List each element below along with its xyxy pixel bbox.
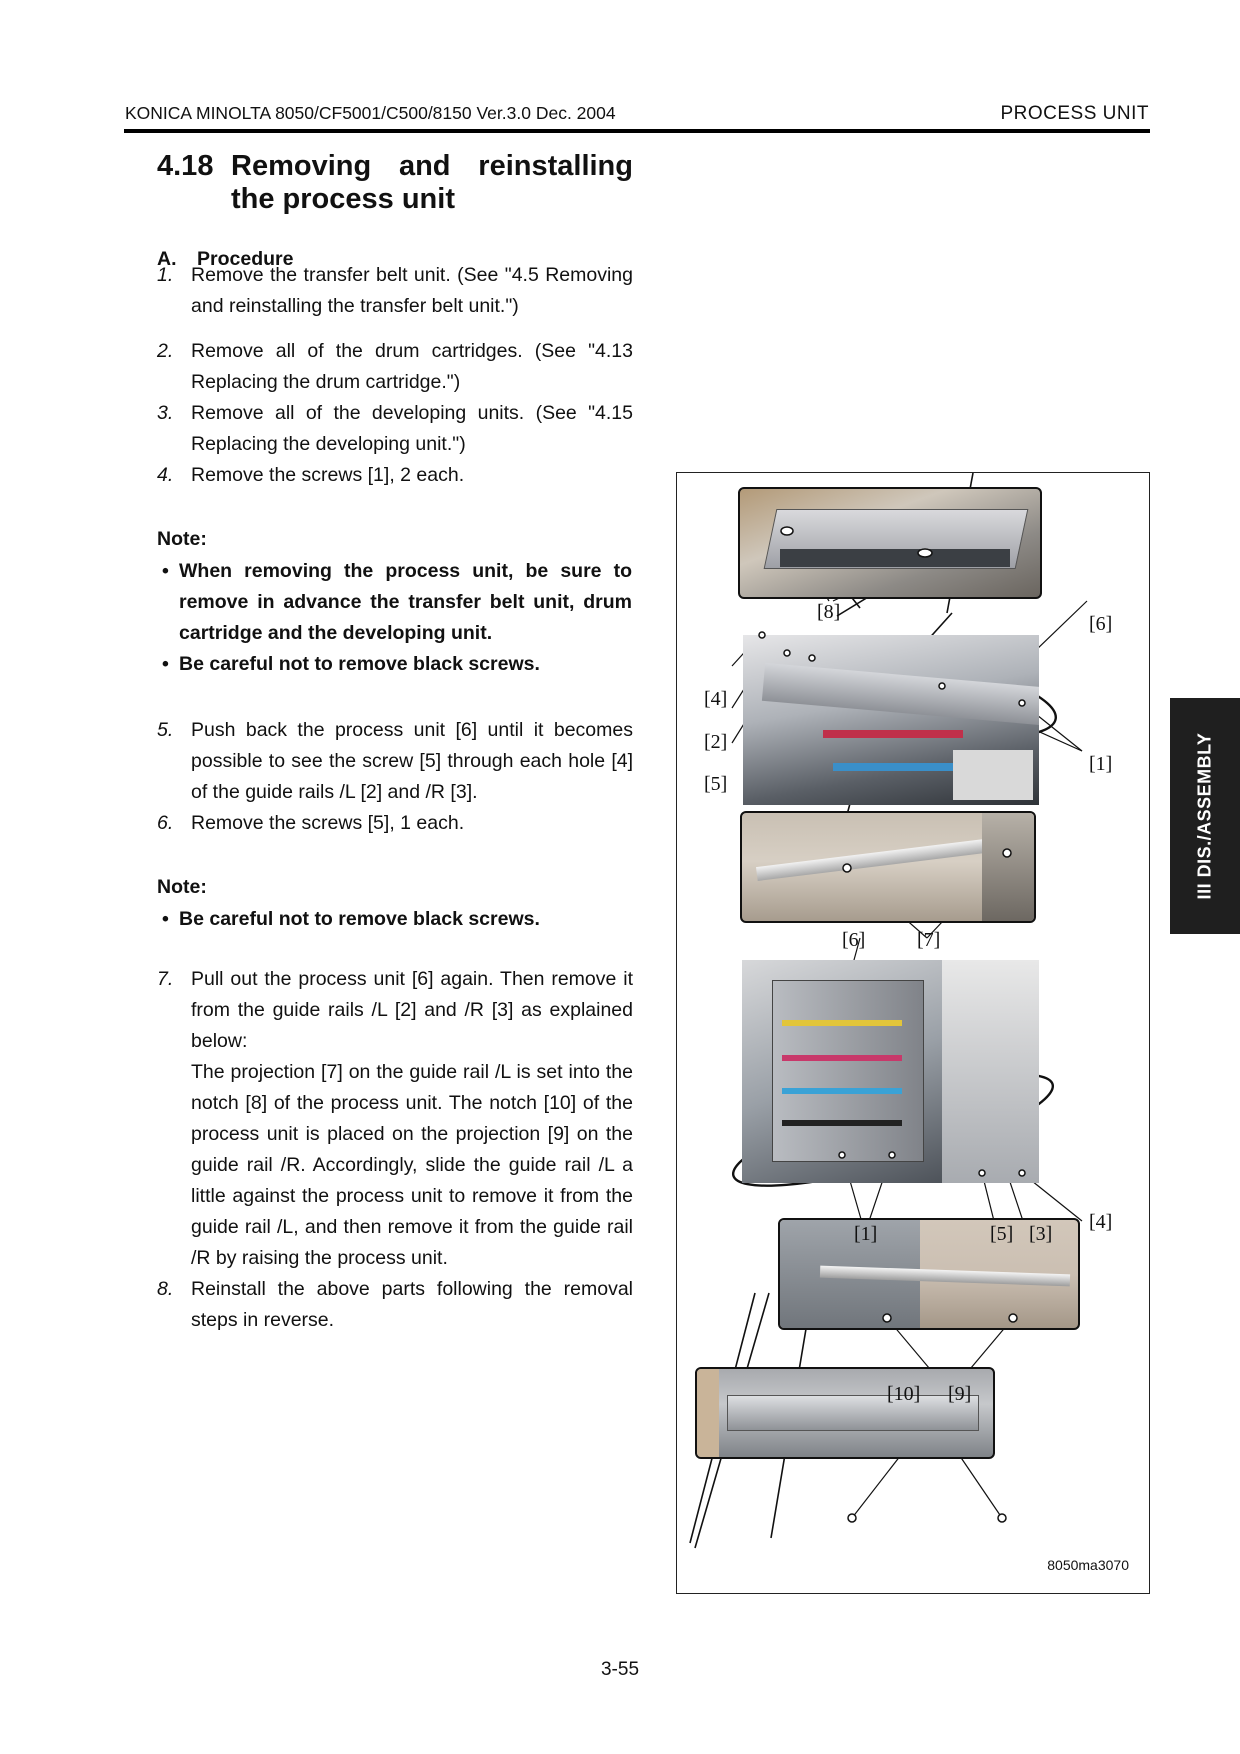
note-heading-1: Note: <box>157 528 207 550</box>
note-heading-2: Note: <box>157 876 207 898</box>
callout-5-bottom: [5] <box>990 1223 1014 1245</box>
header-right: PROCESS UNIT <box>1000 103 1149 124</box>
callout-4-bottom: [4] <box>1089 1211 1113 1233</box>
callout-1-bottom: [1] <box>854 1223 878 1245</box>
step-8: 8. Reinstall the above parts following the removal steps in reverse. <box>157 1278 633 1331</box>
step-1: 1. Remove the transfer belt unit. (See "4.5 Removing and reinstalling the transfer belt unit.") <box>157 264 633 317</box>
procedure-heading: A. Procedure <box>157 248 294 270</box>
callout-6-top: [6] <box>1089 613 1113 635</box>
header-rule <box>124 129 1150 133</box>
note-bullet-1: • When removing the process unit, be sure to remove in advance the transfer belt unit, drum cartridge and the developing unit. <box>162 560 632 644</box>
note-bullet-3: • Be careful not to remove black screws. <box>162 908 540 930</box>
callout-4-top: [4] <box>704 688 728 710</box>
callout-10: [10] <box>887 1383 921 1405</box>
step-7: 7. Pull out the process unit [6] again. Then remove it from the guide rails /L [2] and /R [3] as explained below: <box>157 968 633 1052</box>
page-number: 3-55 <box>600 1659 640 1680</box>
step-2: 2. Remove all of the drum cartridges. (See "4.13 Replacing the drum cartridge.") <box>157 340 633 393</box>
step-6: 6. Remove the screws [5], 1 each. <box>157 812 465 834</box>
callout-1-top: [1] <box>1089 753 1113 775</box>
figure-markers <box>677 473 1149 1593</box>
figure-code: 8050ma3070 <box>1047 1557 1129 1573</box>
callout-3: [3] <box>1029 1223 1053 1245</box>
callout-8: [8] <box>817 601 841 623</box>
callout-6-mid: [6] <box>842 929 866 951</box>
figure-frame <box>676 472 1150 1594</box>
step-7-explanation: The projection [7] on the guide rail /L is set into the notch [8] of the process unit. The notch [10] of the process unit is placed on the projection [9] on the guide rail /R. Accordingly, slide the guide rail /L a little against the process unit to remove it from the guide rail /L, and then remove it from the guide rail /R by raising the process unit. <box>191 1061 633 1269</box>
callout-2: [2] <box>704 731 728 753</box>
section-title <box>157 150 633 216</box>
section-number: 4.18 <box>157 150 214 182</box>
side-tab <box>1170 698 1240 934</box>
callout-9: [9] <box>948 1383 972 1405</box>
callout-5-top: [5] <box>704 773 728 795</box>
title-line-1: Removing and reinstalling <box>231 150 633 182</box>
side-tab-label: III DIS./ASSEMBLY <box>1194 732 1215 900</box>
step-5: 5. Push back the process unit [6] until it becomes possible to see the screw [5] through each hole [4] of the guide rails /L [2] and /R [3]. <box>157 719 633 803</box>
note-bullet-2: • Be careful not to remove black screws. <box>162 653 540 675</box>
title-line-2: the process unit <box>231 183 455 215</box>
header-left: KONICA MINOLTA 8050/CF5001/C500/8150 Ver.3.0 Dec. 2004 <box>125 103 616 123</box>
step-4: 4. Remove the screws [1], 2 each. <box>157 464 465 486</box>
callout-7: [7] <box>917 929 941 951</box>
step-3: 3. Remove all of the developing units. (See "4.15 Replacing the developing unit.") <box>157 402 633 455</box>
